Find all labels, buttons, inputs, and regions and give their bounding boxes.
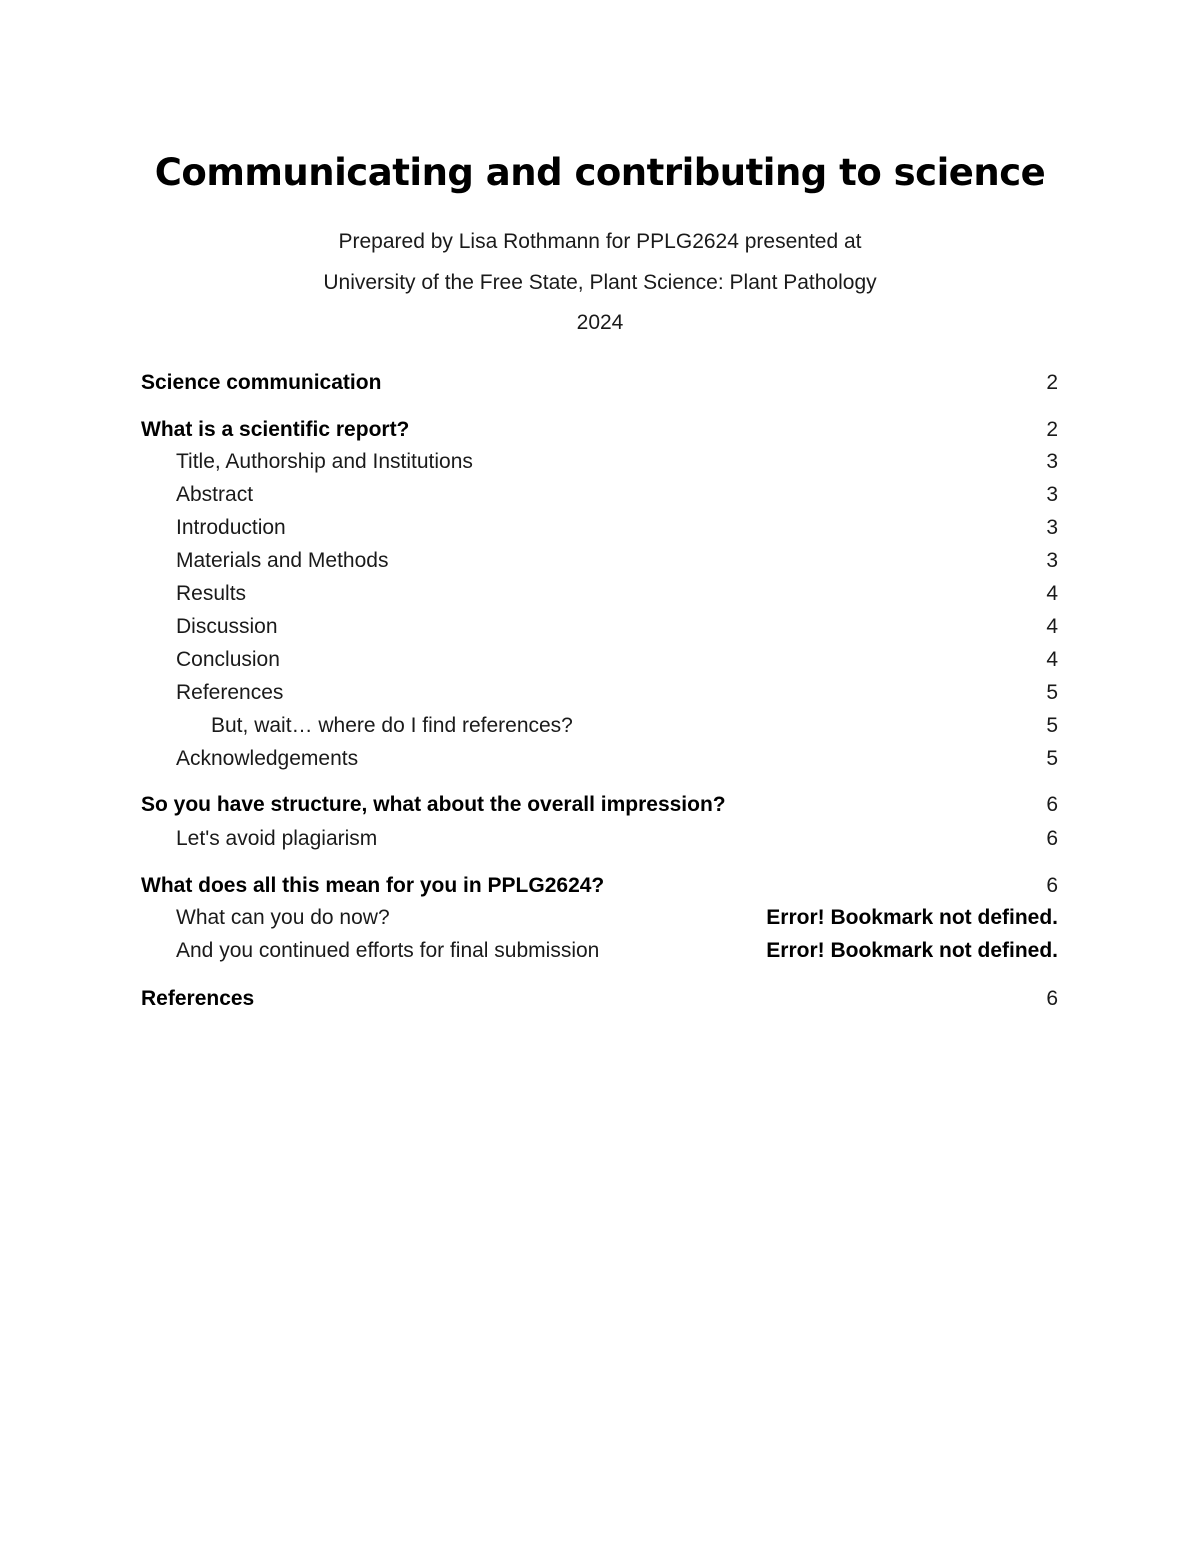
toc-entry-page: 6 — [1046, 987, 1058, 1010]
toc-entry[interactable] — [141, 903, 1058, 933]
toc-entry-label: But, wait… where do I find references? — [211, 714, 573, 737]
toc-entry-page-error: Error! Bookmark not defined. — [766, 906, 1058, 929]
toc-entry-label: And you continued efforts for final submission — [176, 939, 600, 962]
toc-entry-page: 3 — [1046, 549, 1058, 572]
toc-entry[interactable] — [141, 871, 1058, 901]
table-of-contents — [141, 0, 1058, 1100]
toc-entry-page: 5 — [1046, 747, 1058, 770]
toc-entry-label: Materials and Methods — [176, 549, 389, 572]
subtitle-prepared-by: Prepared by Lisa Rothmann for PPLG2624 presented at — [338, 230, 862, 253]
toc-entry[interactable] — [141, 368, 1058, 398]
toc-entry[interactable] — [141, 645, 1058, 675]
toc-entry-label: References — [176, 681, 284, 704]
toc-entry-label: Discussion — [176, 615, 278, 638]
toc-entry-page: 5 — [1046, 681, 1058, 704]
toc-entry-page: 3 — [1046, 483, 1058, 506]
toc-entry-page: 3 — [1046, 516, 1058, 539]
toc-entry-page: 2 — [1046, 418, 1058, 441]
toc-entry-page: 4 — [1046, 648, 1058, 671]
toc-entry[interactable] — [141, 612, 1058, 642]
toc-entry[interactable] — [141, 744, 1058, 774]
toc-entry-label: Results — [176, 582, 247, 605]
toc-entry[interactable] — [141, 678, 1058, 708]
toc-entry-label: Let's avoid plagiarism — [176, 827, 378, 850]
toc-entry[interactable] — [141, 415, 1058, 445]
toc-entry-page: 6 — [1046, 793, 1058, 816]
toc-entry-page: 2 — [1046, 371, 1058, 394]
toc-entry[interactable] — [141, 790, 1058, 820]
toc-entry[interactable] — [141, 936, 1058, 966]
toc-entry[interactable] — [141, 447, 1058, 477]
toc-entry-label: So you have structure, what about the overall impression? — [141, 793, 726, 816]
toc-entry-page: 6 — [1046, 827, 1058, 850]
toc-entry-label: Abstract — [176, 483, 254, 506]
toc-entry-label: What can you do now? — [176, 906, 390, 929]
toc-entry-label: What is a scientific report? — [141, 418, 410, 441]
toc-entry-label: Science communication — [141, 371, 382, 394]
toc-entry-label: Conclusion — [176, 648, 280, 671]
toc-entry[interactable] — [141, 579, 1058, 609]
toc-entry[interactable] — [141, 513, 1058, 543]
toc-entry-label: References — [141, 987, 255, 1010]
toc-entry[interactable] — [141, 984, 1058, 1014]
toc-entry-label: Introduction — [176, 516, 286, 539]
toc-entry[interactable] — [141, 480, 1058, 510]
toc-entry-page: 4 — [1046, 582, 1058, 605]
toc-entry-page: 4 — [1046, 615, 1058, 638]
toc-entry-page: 6 — [1046, 874, 1058, 897]
subtitle-year: 2024 — [576, 311, 624, 334]
document-title: Communicating and contributing to science — [154, 151, 1046, 194]
toc-entry-label: Acknowledgements — [176, 747, 359, 770]
toc-entry-label: What does all this mean for you in PPLG2624? — [141, 874, 605, 897]
toc-entry-page: 5 — [1046, 714, 1058, 737]
toc-entry[interactable] — [141, 824, 1058, 854]
toc-entry[interactable] — [141, 711, 1058, 741]
toc-entry-label: Title, Authorship and Institutions — [176, 450, 473, 473]
subtitle-institution: University of the Free State, Plant Science: Plant Pathology — [323, 271, 877, 294]
toc-entry-page-error: Error! Bookmark not defined. — [766, 939, 1058, 962]
toc-entry[interactable] — [141, 546, 1058, 576]
toc-entry-page: 3 — [1046, 450, 1058, 473]
